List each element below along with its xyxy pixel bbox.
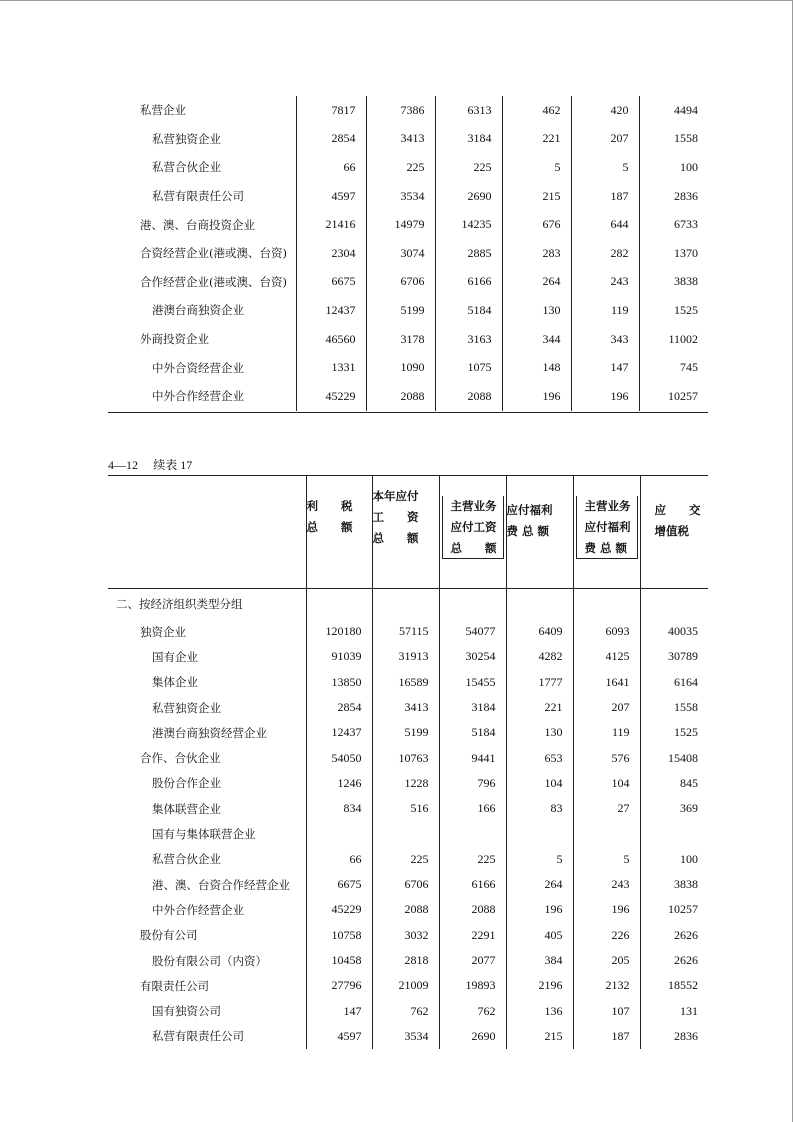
header-blank-cell <box>108 476 306 589</box>
value-cell: 1525 <box>639 296 708 325</box>
value-cell: 10763 <box>372 745 439 770</box>
row-label: 合作、合伙企业 <box>140 751 221 766</box>
row-label: 独资企业 <box>140 624 186 639</box>
value-cell: 6706 <box>372 872 439 897</box>
row-label: 私营有限责任公司 <box>152 1029 244 1044</box>
value-cell: 4125 <box>573 644 640 669</box>
row-label: 有限责任公司 <box>140 978 209 993</box>
value-cell: 12437 <box>296 296 366 325</box>
value-cell: 834 <box>306 796 372 821</box>
value-cell: 3534 <box>366 182 435 211</box>
value-cell: 344 <box>502 325 571 354</box>
value-cell: 2885 <box>435 239 502 268</box>
value-cell: 187 <box>571 182 639 211</box>
value-cell: 31913 <box>372 644 439 669</box>
value-cell: 1075 <box>435 353 502 382</box>
value-cell: 796 <box>439 771 506 796</box>
value-cell: 1090 <box>366 353 435 382</box>
value-cell: 119 <box>573 720 640 745</box>
row-label: 合作经营企业(港或澳、台资) <box>140 274 287 289</box>
value-cell: 3163 <box>435 325 502 354</box>
value-cell: 2836 <box>640 1024 708 1049</box>
value-cell: 54077 <box>439 619 506 644</box>
value-cell: 30254 <box>439 644 506 669</box>
value-cell: 2854 <box>306 695 372 720</box>
value-cell: 21416 <box>296 210 366 239</box>
table-row <box>108 644 708 669</box>
table-row <box>108 695 708 720</box>
value-cell: 762 <box>372 998 439 1023</box>
value-cell: 462 <box>502 96 571 125</box>
value-cell: 225 <box>435 153 502 182</box>
value-cell: 4597 <box>296 182 366 211</box>
row-label: 国有企业 <box>152 649 198 664</box>
row-label: 中外合作经营企业 <box>152 902 244 917</box>
header-welfare-payable-total: 应付福利 费 总 额 <box>506 476 573 589</box>
value-cell: 46560 <box>296 325 366 354</box>
value-cell: 226 <box>573 923 640 948</box>
value-cell: 104 <box>506 771 573 796</box>
value-cell: 205 <box>573 948 640 973</box>
table-row <box>108 973 708 998</box>
value-cell: 54050 <box>306 745 372 770</box>
value-cell: 3413 <box>366 125 435 154</box>
value-cell: 119 <box>571 296 639 325</box>
value-cell: 215 <box>502 182 571 211</box>
value-cell: 3184 <box>435 125 502 154</box>
row-label: 合资经营企业(港或澳、台资) <box>140 246 287 261</box>
value-cell <box>372 821 439 846</box>
table-row <box>108 325 708 354</box>
table-row <box>108 382 708 411</box>
value-cell: 10257 <box>639 382 708 411</box>
row-label: 港澳台商独资经营企业 <box>152 725 267 740</box>
value-cell: 243 <box>573 872 640 897</box>
table-row <box>108 96 708 125</box>
value-cell: 207 <box>571 125 639 154</box>
table-continuation-label: 续表 17 <box>153 458 193 472</box>
value-cell: 3838 <box>639 268 708 297</box>
value-cell: 745 <box>639 353 708 382</box>
value-cell: 2088 <box>366 382 435 411</box>
value-cell: 66 <box>296 153 366 182</box>
value-cell: 196 <box>502 382 571 411</box>
value-cell: 676 <box>502 210 571 239</box>
value-cell: 221 <box>502 125 571 154</box>
value-cell: 166 <box>439 796 506 821</box>
header-main-business-wages: 主营业务 应付工资 总 额 <box>439 476 506 589</box>
table-row <box>108 296 708 325</box>
value-cell: 15455 <box>439 670 506 695</box>
value-cell: 147 <box>571 353 639 382</box>
value-cell: 18552 <box>640 973 708 998</box>
value-cell <box>573 821 640 846</box>
table-row <box>108 210 708 239</box>
value-cell: 1558 <box>640 695 708 720</box>
value-cell <box>640 821 708 846</box>
row-label: 国有独资公司 <box>152 1004 221 1019</box>
value-cell: 21009 <box>372 973 439 998</box>
value-cell: 5199 <box>366 296 435 325</box>
value-cell: 405 <box>506 923 573 948</box>
value-cell: 3178 <box>366 325 435 354</box>
table-row <box>108 1024 708 1049</box>
value-cell: 6164 <box>640 670 708 695</box>
value-cell: 196 <box>573 897 640 922</box>
header-row <box>108 476 708 589</box>
table-row <box>108 125 708 154</box>
value-cell: 5 <box>573 847 640 872</box>
value-cell: 283 <box>502 239 571 268</box>
value-cell: 6706 <box>366 268 435 297</box>
table-row <box>108 796 708 821</box>
top-statistics-table <box>108 96 708 411</box>
value-cell: 6093 <box>573 619 640 644</box>
value-cell: 3534 <box>372 1024 439 1049</box>
value-cell: 104 <box>573 771 640 796</box>
value-cell <box>439 821 506 846</box>
table-row <box>108 847 708 872</box>
value-cell: 120180 <box>306 619 372 644</box>
value-cell: 369 <box>640 796 708 821</box>
value-cell: 11002 <box>639 325 708 354</box>
value-cell: 1331 <box>296 353 366 382</box>
value-cell: 10458 <box>306 948 372 973</box>
value-cell: 27 <box>573 796 640 821</box>
value-cell: 187 <box>573 1024 640 1049</box>
value-cell: 10758 <box>306 923 372 948</box>
row-label: 私营企业 <box>140 103 186 118</box>
value-cell: 420 <box>571 96 639 125</box>
value-cell: 45229 <box>306 897 372 922</box>
row-label: 港、澳、台商投资企业 <box>140 217 255 232</box>
value-cell <box>506 821 573 846</box>
value-cell: 2626 <box>640 948 708 973</box>
value-cell: 225 <box>372 847 439 872</box>
value-cell: 1525 <box>640 720 708 745</box>
value-cell: 1558 <box>639 125 708 154</box>
value-cell: 136 <box>506 998 573 1023</box>
value-cell: 762 <box>439 998 506 1023</box>
value-cell: 5184 <box>435 296 502 325</box>
table-row <box>108 821 708 846</box>
table-row <box>108 239 708 268</box>
row-label: 港澳台商独资企业 <box>152 303 244 318</box>
value-cell: 2088 <box>372 897 439 922</box>
row-label: 股份有限公司（内资） <box>152 953 267 968</box>
value-cell <box>640 589 708 620</box>
row-label: 私营有限责任公司 <box>152 189 244 204</box>
value-cell: 5199 <box>372 720 439 745</box>
value-cell: 644 <box>571 210 639 239</box>
table-row <box>108 872 708 897</box>
value-cell: 100 <box>639 153 708 182</box>
value-cell: 9441 <box>439 745 506 770</box>
value-cell: 2088 <box>435 382 502 411</box>
value-cell: 83 <box>506 796 573 821</box>
value-cell: 215 <box>506 1024 573 1049</box>
value-cell: 2196 <box>506 973 573 998</box>
value-cell <box>439 589 506 620</box>
value-cell: 4494 <box>639 96 708 125</box>
row-label: 二、按经济组织类型分组 <box>116 597 243 611</box>
value-cell: 91039 <box>306 644 372 669</box>
value-cell: 2291 <box>439 923 506 948</box>
value-cell: 5 <box>502 153 571 182</box>
header-wages-payable-total: 本年应付 工 资 总 额 <box>372 476 439 589</box>
table-row <box>108 998 708 1023</box>
value-cell: 384 <box>506 948 573 973</box>
value-cell: 7817 <box>296 96 366 125</box>
value-cell: 6409 <box>506 619 573 644</box>
value-cell: 131 <box>640 998 708 1023</box>
value-cell: 130 <box>506 720 573 745</box>
value-cell: 221 <box>506 695 573 720</box>
value-cell: 7386 <box>366 96 435 125</box>
table-caption <box>108 456 192 473</box>
value-cell: 16589 <box>372 670 439 695</box>
table-row <box>108 948 708 973</box>
table-row <box>108 923 708 948</box>
value-cell: 4597 <box>306 1024 372 1049</box>
row-label: 私营独资企业 <box>152 131 221 146</box>
header-vat-payable: 应 交 增值税 <box>640 476 708 589</box>
value-cell <box>573 589 640 620</box>
value-cell: 207 <box>573 695 640 720</box>
table-row <box>108 771 708 796</box>
table-row <box>108 670 708 695</box>
value-cell <box>306 589 372 620</box>
value-cell: 845 <box>640 771 708 796</box>
table-number: 4—12 <box>108 458 138 472</box>
value-cell: 19893 <box>439 973 506 998</box>
value-cell: 3032 <box>372 923 439 948</box>
value-cell: 147 <box>306 998 372 1023</box>
value-cell: 14979 <box>366 210 435 239</box>
value-cell: 264 <box>506 872 573 897</box>
table-row <box>108 720 708 745</box>
value-cell: 2077 <box>439 948 506 973</box>
row-label: 集体联营企业 <box>152 801 221 816</box>
value-cell: 6313 <box>435 96 502 125</box>
value-cell: 12437 <box>306 720 372 745</box>
table-row <box>108 589 708 620</box>
table-row <box>108 153 708 182</box>
row-label: 股份合作企业 <box>152 776 221 791</box>
value-cell: 1370 <box>639 239 708 268</box>
row-label: 私营合伙企业 <box>152 852 221 867</box>
top-table-bottom-rule <box>108 412 708 413</box>
value-cell: 3074 <box>366 239 435 268</box>
row-label: 港、澳、台资合作经营企业 <box>152 877 290 892</box>
table-row <box>108 268 708 297</box>
value-cell: 27796 <box>306 973 372 998</box>
row-label: 私营独资企业 <box>152 700 221 715</box>
value-cell: 6733 <box>639 210 708 239</box>
value-cell: 30789 <box>640 644 708 669</box>
value-cell: 2854 <box>296 125 366 154</box>
value-cell: 10257 <box>640 897 708 922</box>
value-cell: 130 <box>502 296 571 325</box>
value-cell: 6166 <box>439 872 506 897</box>
value-cell: 2836 <box>639 182 708 211</box>
value-cell: 148 <box>502 353 571 382</box>
value-cell: 1641 <box>573 670 640 695</box>
row-label: 外商投资企业 <box>140 332 209 347</box>
value-cell: 196 <box>571 382 639 411</box>
value-cell: 40035 <box>640 619 708 644</box>
table-row <box>108 182 708 211</box>
value-cell: 66 <box>306 847 372 872</box>
value-cell: 107 <box>573 998 640 1023</box>
header-main-business-welfare: 主营业务 应付福利 费 总 额 <box>573 476 640 589</box>
value-cell: 516 <box>372 796 439 821</box>
value-cell: 243 <box>571 268 639 297</box>
value-cell: 3184 <box>439 695 506 720</box>
value-cell: 14235 <box>435 210 502 239</box>
value-cell <box>372 589 439 620</box>
value-cell: 225 <box>439 847 506 872</box>
value-cell: 196 <box>506 897 573 922</box>
value-cell: 2132 <box>573 973 640 998</box>
row-label: 集体企业 <box>152 675 198 690</box>
value-cell: 5 <box>506 847 573 872</box>
row-label: 国有与集体联营企业 <box>152 827 256 842</box>
value-cell: 1777 <box>506 670 573 695</box>
row-label: 中外合资经营企业 <box>152 360 244 375</box>
value-cell: 264 <box>502 268 571 297</box>
value-cell: 5 <box>571 153 639 182</box>
value-cell: 282 <box>571 239 639 268</box>
value-cell: 3413 <box>372 695 439 720</box>
value-cell: 45229 <box>296 382 366 411</box>
value-cell: 6675 <box>296 268 366 297</box>
value-cell: 4282 <box>506 644 573 669</box>
value-cell: 3838 <box>640 872 708 897</box>
value-cell: 225 <box>366 153 435 182</box>
value-cell: 576 <box>573 745 640 770</box>
row-label: 私营合伙企业 <box>152 160 221 175</box>
table-row <box>108 619 708 644</box>
value-cell: 100 <box>640 847 708 872</box>
value-cell: 15408 <box>640 745 708 770</box>
value-cell: 6166 <box>435 268 502 297</box>
value-cell: 2818 <box>372 948 439 973</box>
header-profit-tax-total: 利 税 总 额 <box>306 476 372 589</box>
value-cell: 1246 <box>306 771 372 796</box>
table-row <box>108 353 708 382</box>
value-cell: 2690 <box>439 1024 506 1049</box>
row-label: 股份有公司 <box>140 928 198 943</box>
value-cell <box>506 589 573 620</box>
bottom-statistics-table <box>108 475 708 1049</box>
table-row <box>108 897 708 922</box>
value-cell: 13850 <box>306 670 372 695</box>
value-cell: 653 <box>506 745 573 770</box>
value-cell: 343 <box>571 325 639 354</box>
value-cell: 57115 <box>372 619 439 644</box>
value-cell: 5184 <box>439 720 506 745</box>
row-label: 中外合作经营企业 <box>152 389 244 404</box>
value-cell: 6675 <box>306 872 372 897</box>
table-row <box>108 745 708 770</box>
value-cell: 2626 <box>640 923 708 948</box>
value-cell: 2088 <box>439 897 506 922</box>
value-cell: 1228 <box>372 771 439 796</box>
value-cell: 2304 <box>296 239 366 268</box>
value-cell <box>306 821 372 846</box>
value-cell: 2690 <box>435 182 502 211</box>
